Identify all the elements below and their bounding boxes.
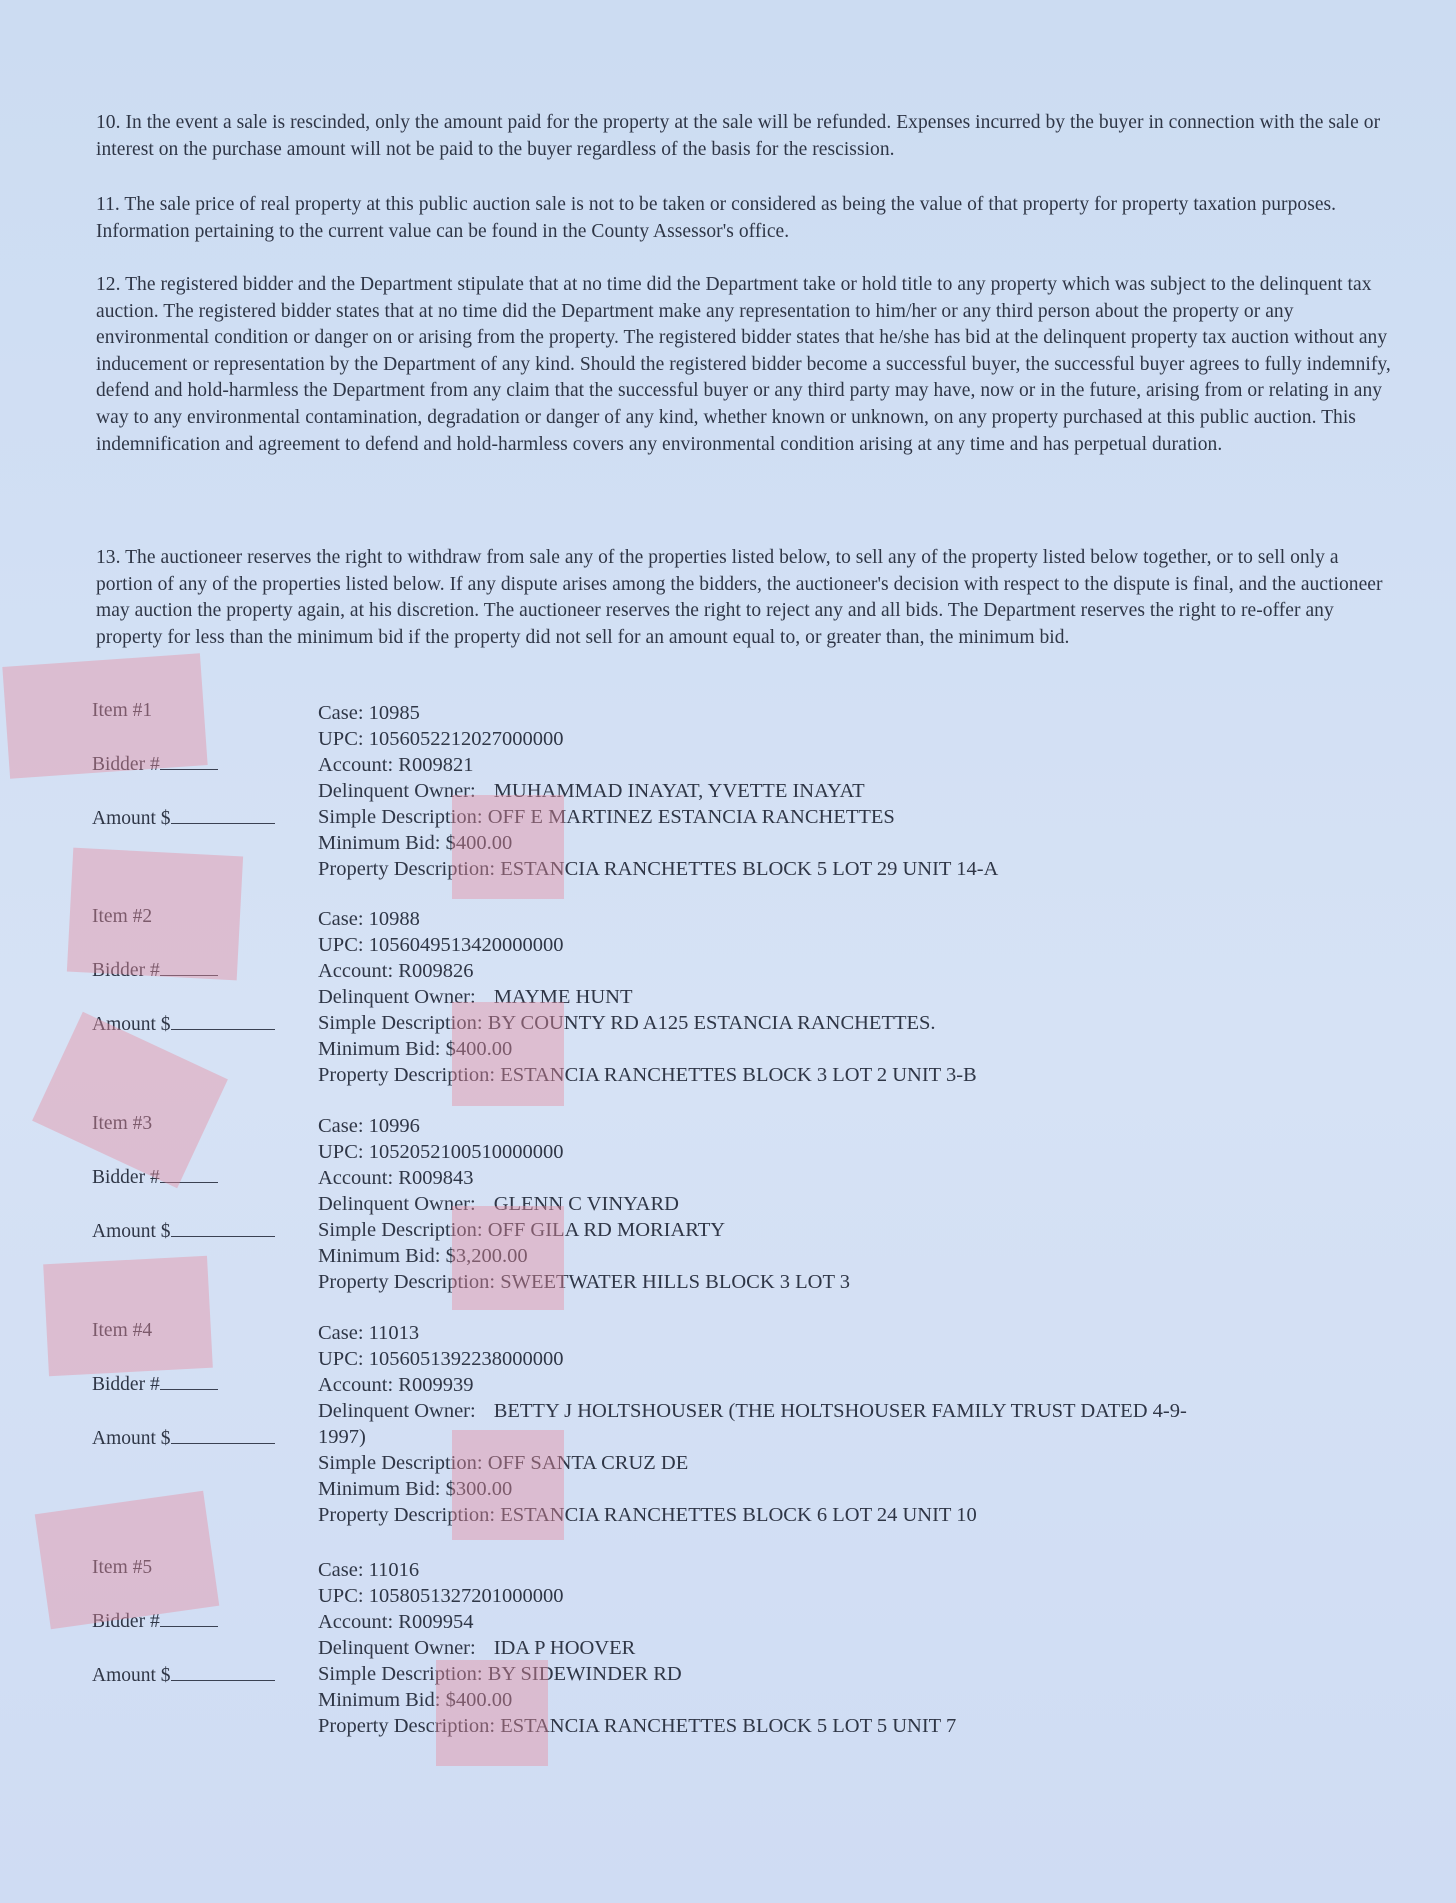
owner-row	[318, 1635, 1408, 1661]
item-label: Item #2	[92, 906, 153, 927]
minimum-bid-label: Minimum Bid:	[318, 1038, 446, 1060]
bidder-field[interactable]	[92, 1167, 218, 1189]
simple-description-value: OFF SANTA CRUZ DE	[487, 1452, 689, 1474]
account-label: Account:	[318, 960, 399, 982]
bidder-label: Bidder #	[92, 754, 160, 775]
paragraph-13: 13. The auctioneer reserves the right to withdraw from sale any of the properties listed below, to sell any of the property listed below together, or to sell only a portion of any of the properties listed below. If any dispute arises among the bidders, the auctioneer's decision with respect to the dispute is final, and the auctioneer may auction the property again, at his discretion. The auctioneer reserves the right to reject any and all bids. The Department reserves the right to re-offer any property for less than the minimum bid if the property did not sell for an amount equal to, or greater than, the minimum bid.	[96, 547, 1383, 648]
property-details	[318, 700, 1408, 882]
item-label: Item #1	[92, 700, 153, 721]
upc-row	[318, 726, 1408, 752]
amount-label: Amount $	[92, 808, 171, 829]
case-label: Case:	[318, 908, 369, 930]
account-value: R009821	[398, 754, 474, 776]
amount-field[interactable]	[92, 808, 275, 830]
minimum-bid-label: Minimum Bid:	[318, 1689, 446, 1711]
case-value: 11016	[368, 1559, 420, 1581]
upc-label: UPC:	[318, 1585, 369, 1607]
upc-label: UPC:	[318, 934, 369, 956]
simple-description-value: OFF E MARTINEZ ESTANCIA RANCHETTES	[487, 806, 895, 828]
account-row	[318, 1372, 1408, 1398]
amount-label: Amount $	[92, 1665, 171, 1686]
bidder-field[interactable]	[92, 1374, 218, 1396]
owner-value: BETTY J HOLTSHOUSER (THE HOLTSHOUSER FAMILY TRUST DATED 4-9-	[493, 1400, 1187, 1422]
simple-description-label: Simple Description:	[318, 806, 488, 828]
case-row	[318, 906, 1408, 932]
bidder-blank[interactable]	[160, 1168, 218, 1183]
upc-row	[318, 1583, 1408, 1609]
bidder-blank[interactable]	[160, 1612, 218, 1627]
bidder-label: Bidder #	[92, 1167, 160, 1188]
account-row	[318, 1609, 1408, 1635]
auction-item-1	[0, 700, 1456, 900]
minimum-bid-row	[318, 1476, 1408, 1502]
property-description-value: SWEETWATER HILLS BLOCK 3 LOT 3	[500, 1271, 851, 1293]
amount-blank[interactable]	[171, 1222, 275, 1237]
account-label: Account:	[318, 1167, 399, 1189]
property-description-label: Property Description:	[318, 1271, 501, 1293]
bidder-blank[interactable]	[160, 961, 218, 976]
account-label: Account:	[318, 754, 399, 776]
property-details	[318, 1320, 1408, 1528]
upc-value: 1058051327201000000	[368, 1585, 564, 1607]
minimum-bid-label: Minimum Bid:	[318, 1245, 446, 1267]
property-description-value: ESTANCIA RANCHETTES BLOCK 5 LOT 29 UNIT 14-A	[500, 858, 999, 880]
amount-field[interactable]	[92, 1221, 275, 1243]
paragraph-11: 11. The sale price of real property at this public auction sale is not to be taken or considered as being the value of that property for property taxation purposes. Information pertaining to the current value can be found in the County Assessor's office.	[96, 194, 1337, 242]
auction-item-4	[0, 1320, 1456, 1550]
minimum-bid-value: $400.00	[445, 832, 513, 854]
owner-value: MUHAMMAD INAYAT, YVETTE INAYAT	[493, 780, 865, 802]
paragraph-12: 12. The registered bidder and the Department stipulate that at no time did the Department take or hold title to any property which was subject to the delinquent tax auction. The registered bidder states that at no time did the Department make any representation to him/her or any third person about the property or any environmental condition or danger on or arising from the property. The registered bidder states that he/she has bid at the delinquent property tax auction without any inducement or representation by the Department of any kind. Should the registered bidder become a successful buyer, the successful buyer agrees to fully indemnify, defend and hold-harmless the Department from any claim that the successful buyer or any third party may have, now or in the future, arising from or relating in any way to any environmental contamination, degradation or danger of any kind, whether known or unknown, on any property purchased at this public auction. This indemnification and agreement to defend and hold-harmless covers any environmental condition arising at any time and has perpetual duration.	[96, 274, 1391, 455]
simple-description-value: BY SIDEWINDER RD	[487, 1663, 682, 1685]
case-value: 10985	[368, 702, 420, 724]
simple-description-row	[318, 804, 1408, 830]
simple-description-value: OFF GILA RD MORIARTY	[487, 1219, 726, 1241]
auction-item-2	[0, 906, 1456, 1106]
amount-field[interactable]	[92, 1428, 275, 1450]
property-description-label: Property Description:	[318, 1715, 501, 1737]
property-description-value: ESTANCIA RANCHETTES BLOCK 6 LOT 24 UNIT 10	[500, 1504, 977, 1526]
auction-item-5	[0, 1557, 1456, 1757]
auction-item-3	[0, 1113, 1456, 1313]
amount-label: Amount $	[92, 1014, 171, 1035]
owner-row	[318, 778, 1408, 804]
property-description-row	[318, 1713, 1408, 1739]
owner-label: Delinquent Owner:	[318, 1637, 476, 1659]
property-description-row	[318, 1502, 1408, 1528]
amount-label: Amount $	[92, 1221, 171, 1242]
owner-row	[318, 1398, 1408, 1424]
bidder-label: Bidder #	[92, 960, 160, 981]
item-label: Item #5	[92, 1557, 153, 1578]
account-value: R009826	[398, 960, 474, 982]
simple-description-row	[318, 1661, 1408, 1687]
upc-label: UPC:	[318, 1348, 369, 1370]
owner-label: Delinquent Owner:	[318, 780, 476, 802]
owner-continued-row	[318, 1424, 1408, 1450]
property-details	[318, 1557, 1408, 1739]
upc-value: 1052052100510000000	[368, 1141, 564, 1163]
simple-description-label: Simple Description:	[318, 1012, 488, 1034]
bidder-blank[interactable]	[160, 1375, 218, 1390]
account-row	[318, 958, 1408, 984]
bidder-field[interactable]	[92, 1611, 218, 1633]
upc-label: UPC:	[318, 1141, 369, 1163]
property-description-value: ESTANCIA RANCHETTES BLOCK 5 LOT 5 UNIT 7	[500, 1715, 957, 1737]
property-description-row	[318, 1269, 1408, 1295]
upc-row	[318, 1346, 1408, 1372]
owner-row	[318, 1191, 1408, 1217]
owner-value: GLENN C VINYARD	[493, 1193, 679, 1215]
property-description-label: Property Description:	[318, 1064, 501, 1086]
simple-description-label: Simple Description:	[318, 1452, 488, 1474]
simple-description-label: Simple Description:	[318, 1663, 488, 1685]
owner-value: IDA P HOOVER	[493, 1637, 636, 1659]
account-label: Account:	[318, 1611, 399, 1633]
upc-row	[318, 932, 1408, 958]
simple-description-row	[318, 1450, 1408, 1476]
bidder-field[interactable]	[92, 754, 218, 776]
minimum-bid-label: Minimum Bid:	[318, 832, 446, 854]
minimum-bid-value: $300.00	[445, 1478, 513, 1500]
bidder-blank[interactable]	[160, 755, 218, 770]
property-details	[318, 1113, 1408, 1295]
case-label: Case:	[318, 1559, 369, 1581]
paragraph-10: 10. In the event a sale is rescinded, only the amount paid for the property at the sale will be refunded. Expenses incurred by the buyer in connection with the sale or interest on the purchase amount will not be paid to the buyer regardless of the basis for the rescission.	[96, 112, 1381, 160]
case-row	[318, 1557, 1408, 1583]
simple-description-label: Simple Description:	[318, 1219, 488, 1241]
amount-blank[interactable]	[171, 1666, 275, 1681]
minimum-bid-row	[318, 1243, 1408, 1269]
upc-value: 1056052212027000000	[368, 728, 564, 750]
case-label: Case:	[318, 702, 369, 724]
owner-label: Delinquent Owner:	[318, 1193, 476, 1215]
case-row	[318, 700, 1408, 726]
owner-label: Delinquent Owner:	[318, 1400, 476, 1422]
case-value: 11013	[368, 1322, 420, 1344]
minimum-bid-value: $400.00	[445, 1689, 513, 1711]
case-label: Case:	[318, 1322, 369, 1344]
owner-value-continued: 1997)	[318, 1426, 366, 1448]
account-value: R009954	[398, 1611, 474, 1633]
case-row	[318, 1320, 1408, 1346]
minimum-bid-row	[318, 1687, 1408, 1713]
amount-field[interactable]	[92, 1014, 275, 1036]
simple-description-row	[318, 1010, 1408, 1036]
upc-value: 1056051392238000000	[368, 1348, 564, 1370]
case-row	[318, 1113, 1408, 1139]
minimum-bid-value: $3,200.00	[445, 1245, 528, 1267]
bidder-label: Bidder #	[92, 1374, 160, 1395]
account-row	[318, 1165, 1408, 1191]
minimum-bid-row	[318, 1036, 1408, 1062]
account-row	[318, 752, 1408, 778]
bidder-label: Bidder #	[92, 1611, 160, 1632]
property-description-row	[318, 856, 1408, 882]
account-value: R009939	[398, 1374, 474, 1396]
simple-description-value: BY COUNTY RD A125 ESTANCIA RANCHETTES.	[487, 1012, 936, 1034]
property-description-label: Property Description:	[318, 1504, 501, 1526]
owner-row	[318, 984, 1408, 1010]
account-value: R009843	[398, 1167, 474, 1189]
amount-blank[interactable]	[171, 1015, 275, 1030]
minimum-bid-label: Minimum Bid:	[318, 1478, 446, 1500]
owner-label: Delinquent Owner:	[318, 986, 476, 1008]
case-value: 10996	[368, 1115, 420, 1137]
property-description-value: ESTANCIA RANCHETTES BLOCK 3 LOT 2 UNIT 3-B	[500, 1064, 977, 1086]
property-description-row	[318, 1062, 1408, 1088]
minimum-bid-row	[318, 830, 1408, 856]
owner-value: MAYME HUNT	[493, 986, 633, 1008]
account-label: Account:	[318, 1374, 399, 1396]
minimum-bid-value: $400.00	[445, 1038, 513, 1060]
property-details	[318, 906, 1408, 1088]
bidder-field[interactable]	[92, 960, 218, 982]
simple-description-row	[318, 1217, 1408, 1243]
amount-label: Amount $	[92, 1428, 171, 1449]
case-label: Case:	[318, 1115, 369, 1137]
item-label: Item #4	[92, 1320, 153, 1341]
amount-blank[interactable]	[171, 809, 275, 824]
case-value: 10988	[368, 908, 420, 930]
upc-row	[318, 1139, 1408, 1165]
upc-label: UPC:	[318, 728, 369, 750]
item-label: Item #3	[92, 1113, 153, 1134]
amount-blank[interactable]	[171, 1429, 275, 1444]
upc-value: 1056049513420000000	[368, 934, 564, 956]
amount-field[interactable]	[92, 1665, 275, 1687]
property-description-label: Property Description:	[318, 858, 501, 880]
